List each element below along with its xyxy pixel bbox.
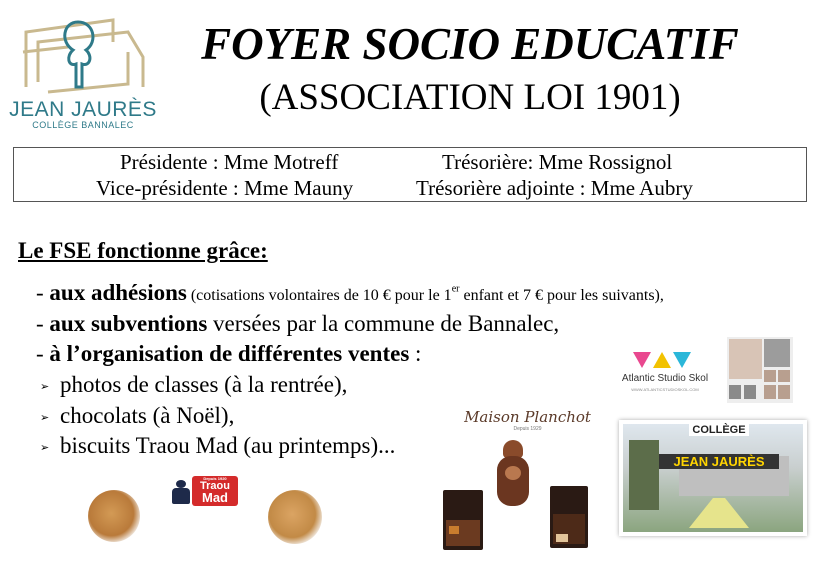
- sale-label: biscuits Traou Mad (au printemps)...: [60, 433, 396, 458]
- logo-name: JEAN JAURÈS: [9, 98, 157, 121]
- arrow-bullet-icon: ➢: [40, 412, 50, 425]
- item-bold: aux adhésions: [49, 280, 187, 305]
- dash: -: [36, 341, 44, 366]
- biscuit-image: [268, 490, 322, 544]
- breton-figure-icon: [168, 480, 194, 506]
- vice-president: Vice-présidente : Mme Mauny: [96, 176, 354, 200]
- funding-item-sales: [36, 341, 421, 367]
- photo-banner-top: COLLÈGE: [689, 424, 749, 436]
- chocolatier-name: Maison Planchot: [464, 408, 591, 426]
- dash: -: [36, 311, 44, 336]
- studio-name: Atlantic Studio Skol: [621, 373, 709, 384]
- logo-subtitle: COLLÈGE BANNALEC: [32, 120, 134, 130]
- traou-tag: Depuis 1920: [203, 476, 227, 481]
- triangles-icon: [633, 350, 733, 372]
- funding-heading: Le FSE fonctionne grâce:: [18, 238, 268, 263]
- sale-item: [40, 372, 347, 398]
- dash: -: [36, 280, 44, 305]
- page-title: FOYER SOCIO EDUCATIF: [201, 19, 739, 69]
- treasurer: Trésorière: Mme Rossignol: [442, 150, 673, 174]
- school-photo-image: [619, 420, 807, 536]
- chocolate-box-image: [550, 486, 588, 548]
- funding-item-subsidies: [36, 311, 559, 337]
- item-bold: à l’organisation de différentes ventes: [49, 341, 410, 366]
- page-subtitle: (ASSOCIATION LOI 1901): [259, 77, 681, 118]
- portrait-sample-image: [727, 337, 793, 403]
- deputy-treasurer: Trésorière adjointe : Mme Aubry: [416, 176, 693, 200]
- arrow-bullet-icon: ➢: [40, 381, 50, 394]
- chocolate-box-image: [443, 490, 483, 550]
- item-rest: :: [409, 341, 422, 366]
- sale-item: [40, 433, 395, 459]
- photo-banner-bottom: JEAN JAURÈS: [659, 454, 779, 469]
- item-rest: versées par la commune de Bannalec,: [207, 311, 560, 336]
- sale-item: [40, 403, 234, 429]
- funding-item-memberships: [36, 280, 664, 306]
- logo-emblem: [18, 12, 148, 97]
- traou-top: Traou: [200, 480, 230, 492]
- item-bold: aux subventions: [49, 311, 208, 336]
- sale-label: chocolats (à Noël),: [60, 403, 235, 428]
- arrow-bullet-icon: ➢: [40, 442, 50, 455]
- traou-mad-logo: [168, 476, 240, 508]
- traou-bottom: Mad: [202, 490, 228, 505]
- superscript: er: [451, 283, 460, 295]
- officers-box: [13, 147, 807, 202]
- item-rest: enfant et 7 € pour les suivants),: [459, 287, 664, 304]
- sale-label: photos de classes (à la rentrée),: [60, 372, 348, 397]
- studio-url: WWW.ATLANTICSTUDIOSKOL.COM: [631, 387, 699, 392]
- item-rest: (cotisations volontaires de 10 € pour le 1: [186, 287, 452, 304]
- chocolatier-since: Depuis 1929: [513, 426, 542, 432]
- biscuit-image: [88, 490, 140, 542]
- president: Présidente : Mme Motreff: [120, 150, 339, 174]
- college-logo: [8, 10, 158, 135]
- chocolate-santa-image: [493, 440, 533, 510]
- atlantic-studio-logo: [615, 350, 715, 400]
